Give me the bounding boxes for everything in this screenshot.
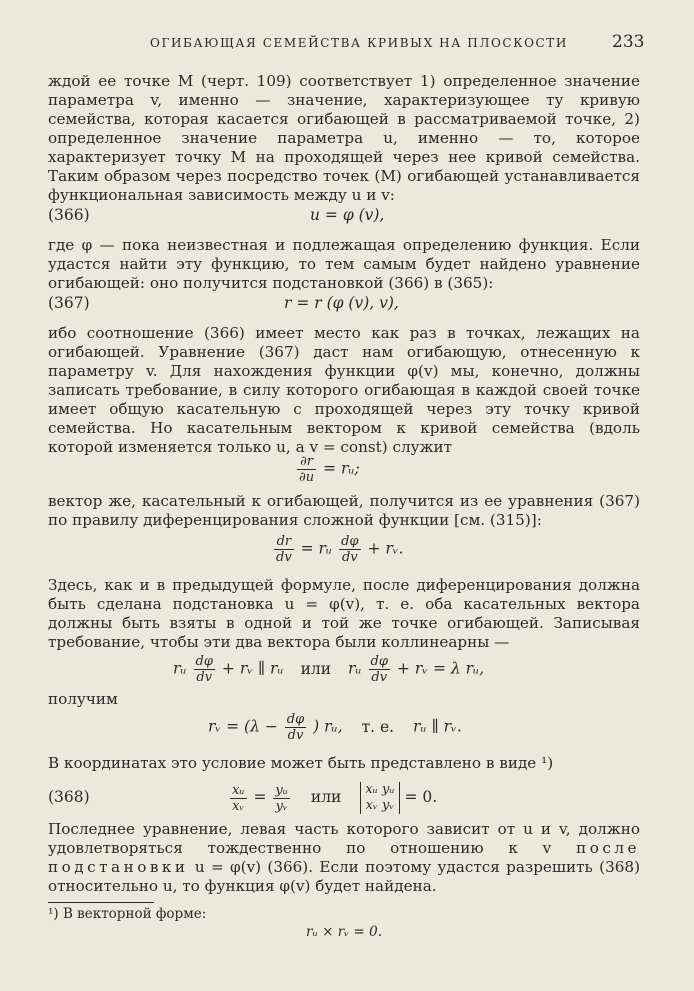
fraction: $\frac{\text{yᵤ}}{\text{yᵥ}}$ [275,782,288,814]
footnote-formula: rᵤ × rᵥ = 0. [306,924,382,940]
fraction: $\frac{dr}{dv}$ [276,534,292,565]
paragraph-4: вектор же, касательный к огибающей, получится из ее уравнения (367) по правилу диференцирования сложной функции [см. (315)]: [48,492,640,529]
equation-body: r = r (φ (v), v), [284,294,399,312]
equation-body: u = φ (v), [310,206,385,224]
fraction: $\frac{\partial r}{\partial u}$ [299,454,315,485]
page-number: 233 [612,32,645,52]
running-title: ОГИБАЮЩАЯ СЕМЕЙСТВА КРИВЫХ НА ПЛОСКОСТИ [150,36,568,50]
paragraph-7: В координатах это условие может быть представлено в виде ¹) [48,754,554,772]
fraction: $\frac{d\varphi}{dv}$ [286,712,305,743]
equation-number: (368) [48,788,90,806]
equation-number: (367) [48,294,90,312]
equation-number: (366) [48,206,90,224]
paragraph-2: где φ — пока неизвестная и подлежащая определению функция. Если удастся найти эту функцию, то тем самым будет найдено уравнение огибающей: оно получится подстановкой (366) в (365): [48,236,640,292]
fraction: $\frac{d\varphi}{dv}$ [341,534,359,565]
fraction: $\frac{d\varphi}{dv}$ [195,654,213,685]
paragraph-6: получим [48,690,118,708]
footnote-divider [48,902,154,903]
determinant: xᵤ yᵤ xᵥ yᵥ [360,782,399,814]
footnote [48,906,382,940]
paragraph-3: ибо соотношение (366) имеет место как раз в точках, лежащих на огибающей. Уравнение (367) даст нам огибающую, отнесенную к параметру v. Для нахождения функции φ(v) мы, конечно, должны записать требование, в силу которого огибающая в каждой своей точке имеет общую касательную с проходящей через эту точку кривой семейства. Но касательным вектором к кривой семейства (вдоль которой изменяется только u, а v = const) служит [48,324,640,456]
book-page: ОГИБАЮЩАЯ СЕМЕЙСТВА КРИВЫХ НА ПЛОСКОСТИ 233 ждой ее точке M (черт. 109) соответствует 1) определенное значение параметра v, именно — значение, характеризующее ту кривую семейства, которая касается огибающей в рассматриваемой точке, 2) определенное значение параметра u, именно — то, которое характеризует точку M на проходящей через нее кривой семейства. Таким образом через посредство точек (M) огибающей устанавливается функциональная зависимость между u и v: (366) u = φ (v), где φ — пока неизвестная и подлежащая определению функция. Если удастся найти эту функцию, то тем самым будет найдено уравнение огибающей: оно получится подстановкой (366) в (365): (367) r = r (φ (v), v), ибо соотношение (366) имеет место как раз в точках, лежащих на огибающей. Уравнение (367) даст нам огибающую, отнесенную к параметру v. Для нахождения функции φ(v) мы, конечно, должны записать требование, в силу которого огибающая в каждой своей точке имеет общую касательную с проходящей через эту точку кривой семейства. Но касательным вектором к кривой семейства (вдоль которой изменяется только u, а v = const) служит $\frac{\partial r}{\partial u}$ = rᵤ; вектор же, касательный к огибающей, получится из ее уравнения (367) по правилу диференцирования сложной функции [см. (315)]: $\frac{dr}{dv}$ = rᵤ $\frac{d\varphi}{dv}$ + rᵥ. Здесь, как и в предыдущей формуле, после диференцирования должна быть сделана подстановка u = φ(v), т. е. оба касательных вектора должны быть взяты в одной и той же точке огибающей. Записывая требование, чтобы эти два вектора были коллинеарны — rᵤ $\frac{d\varphi}{dv}$ + rᵥ ∥ rᵤ или rᵤ $\frac{d\varphi}{dv}$ + rᵥ = λ rᵤ, получим rᵥ = (λ − $\frac{d\varphi}{dv}$ ) rᵤ, т. е. rᵤ ∥ rᵥ. В координатах это условие может быть представлено в виде ¹) (368) $\frac{\text{xᵤ}}{\text{xᵥ}}$ = $\frac{\text{yᵤ}}{\text{yᵥ}}$ или xᵤ yᵤ xᵥ yᵥ = 0. Последнее уравнение, левая часть которого зависит от u и v, должно удовлетворяться тождественно по отношению к v после подстановки u = φ(v) (366). Если поэтому удастся разрешить (368) относительно u, то функция φ(v) будет найдена. ¹) В векторной форме: rᵤ × rᵥ = 0. [0,0,694,991]
paragraph-8: Последнее уравнение, левая часть которого зависит от u и v, должно удовлетворяться тождественно по отношению к v после подстановки u = φ(v) (366). Если поэтому удастся разрешить (368) относительно u, то функция φ(v) будет найдена. [48,820,640,895]
paragraph-1: ждой ее точке M (черт. 109) соответствует 1) определенное значение параметра v, именно — значение, характеризующее ту кривую семейства, которая касается огибающей в рассматриваемой точке, 2) определенное значение параметра u, именно — то, которое характеризует точку M на проходящей через нее кривой семейства. Таким образом через посредство точек (M) огибающей устанавливается функциональная зависимость между u и v: [48,72,640,204]
fraction: $\frac{\text{xᵤ}}{\text{xᵥ}}$ [232,782,245,814]
footnote-text: ¹) В векторной форме: [48,906,207,922]
fraction: $\frac{d\varphi}{dv}$ [370,654,388,685]
paragraph-5: Здесь, как и в предыдущей формуле, после диференцирования должна быть сделана подстановка u = φ(v), т. е. оба касательных вектора должны быть взяты в одной и той же точке огибающей. Записывая требование, чтобы эти два вектора были коллинеарны — [48,576,640,651]
page-header [0,32,694,56]
equation-rhs: = rᵤ; [323,459,360,478]
